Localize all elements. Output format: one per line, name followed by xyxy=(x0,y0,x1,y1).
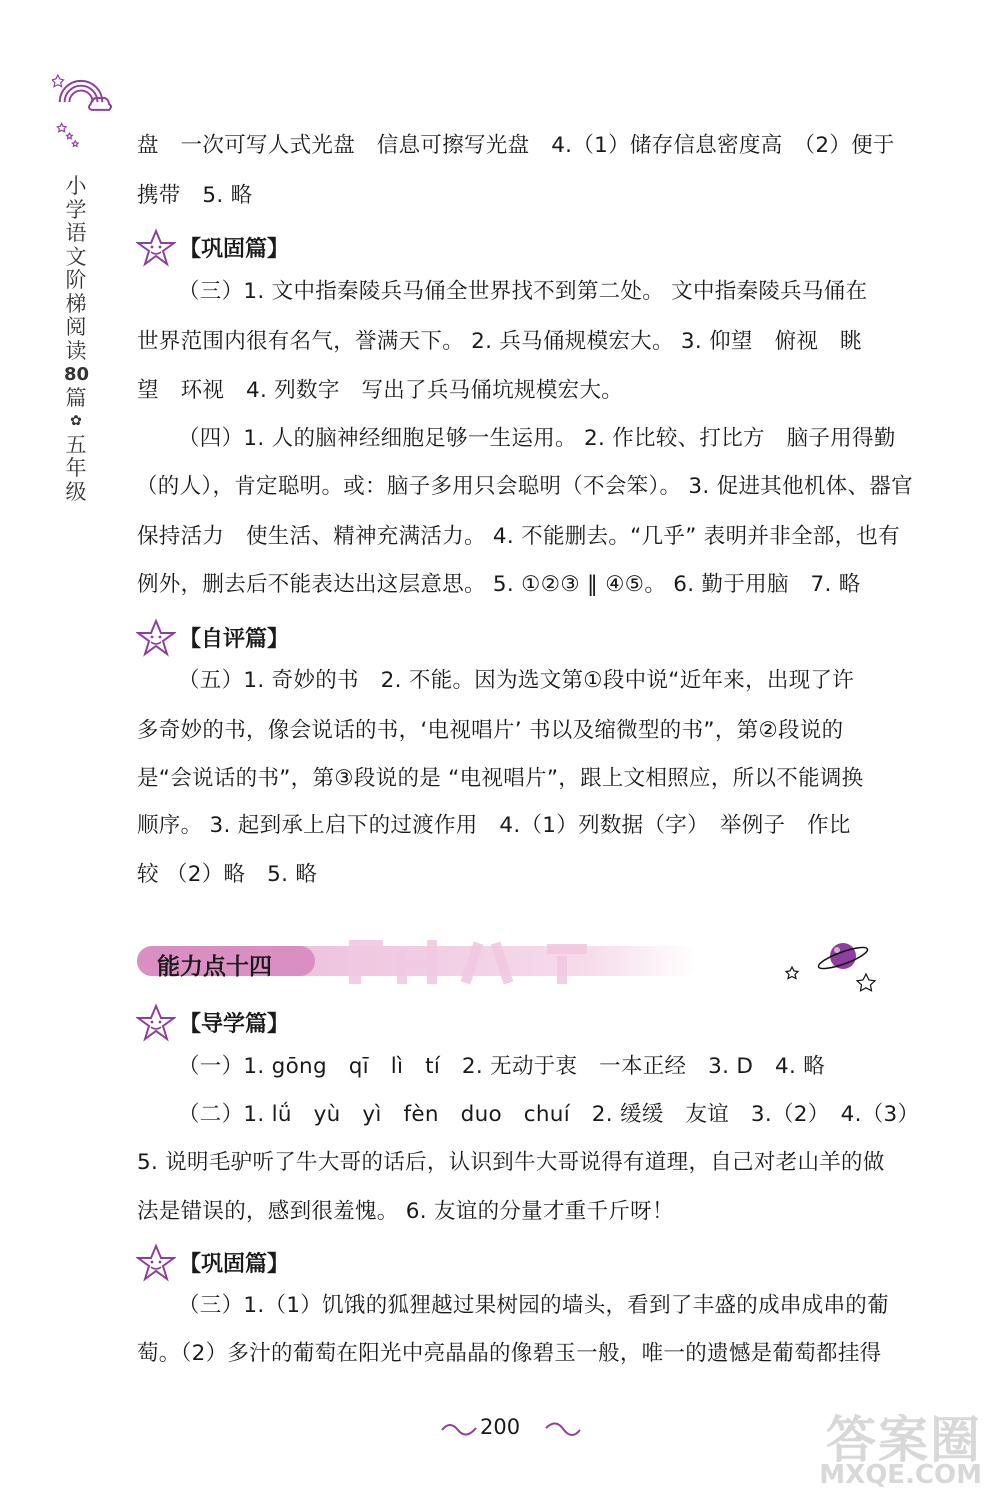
text-line: 多奇妙的书，像会说话的书，‘电视唱片’ 书以及缩微型的书”，第②段说的 xyxy=(137,718,844,743)
vt-char: 级 xyxy=(65,479,87,504)
text-line: （二）1. lǘ yù yì fèn duo chuí 2. 缓缓 友谊 3.（2） 4.（3） xyxy=(178,1102,920,1127)
vt-char: 语 xyxy=(65,221,87,245)
vt-char: 五 xyxy=(65,432,87,457)
vt-char: 文 xyxy=(65,244,87,269)
text-line: 盘 一次可写人式光盘 信息可擦写光盘 4.（1）储存信息密度高 （2）便于 xyxy=(137,133,895,158)
star-smile-icon xyxy=(136,1243,176,1283)
text-line: （一）1. gōng qī lì tí 2. 无动于衷 一本正经 3. D 4. 略 xyxy=(178,1054,826,1079)
text-line: （三）1. 文中指秦陵兵马俑全世界找不到第二处。 文中指秦陵兵马俑在 xyxy=(178,279,868,304)
vt-char: 小 xyxy=(65,174,87,198)
text-line: 是“会说话的书”，第③段说的是 “电视唱片”，跟上文相照应，所以不能调换 xyxy=(137,766,864,791)
vine-left-icon xyxy=(440,1418,480,1438)
vine-right-icon xyxy=(544,1418,584,1438)
vt-char: 阅 xyxy=(65,315,87,339)
vt-char: 学 xyxy=(65,197,87,222)
watermark-text: 答案圈 xyxy=(826,1411,982,1469)
section-banner xyxy=(137,936,897,992)
text-line: 保持活力 使生活、精神充满活力。 4. 不能删去。“几乎” 表明并非全部，也有 xyxy=(137,524,900,549)
vt-char: 阶 xyxy=(65,268,87,292)
page-number: 200 xyxy=(480,1415,521,1439)
series-vertical-title xyxy=(64,175,88,504)
vt-char: 篇 xyxy=(65,385,87,410)
text-line: （五）1. 奇妙的书 2. 不能。因为选文第①段中说“近年来，出现了许 xyxy=(178,668,855,693)
rainbow-cloud-icon xyxy=(52,62,112,152)
text-line: 5. 说明毛驴听了牛大哥的话后，认识到牛大哥说得有道理，自己对老山羊的做 xyxy=(137,1150,885,1175)
heading-label: 【巩固篇】 xyxy=(179,237,290,262)
text-line: 较 （2）略 5. 略 xyxy=(137,862,318,887)
vt-char: 年 xyxy=(65,456,87,480)
banner-title: 能力点十四 xyxy=(157,954,272,980)
text-line: 法是错误的，感到很羞愧。 6. 友谊的分量才重千斤呀！ xyxy=(137,1199,674,1224)
text-line: （四）1. 人的脑神经细胞足够一生运用。 2. 作比较、打比方 脑子用得勤 xyxy=(178,426,896,451)
text-line: 例外，删去后不能表达出这层意思。 5. ①②③ ‖ ④⑤。 6. 勤于用脑 7. 略 xyxy=(137,572,861,597)
watermark-url: MXQE.COM xyxy=(819,1460,982,1490)
vt-char: 80 xyxy=(64,364,90,385)
vt-char: 读 xyxy=(65,338,87,363)
watermark xyxy=(812,1400,982,1492)
heading-label: 【巩固篇】 xyxy=(179,1252,290,1277)
heading-label: 【导学篇】 xyxy=(179,1012,290,1037)
flower-icon: ✿ xyxy=(70,413,82,429)
star-smile-icon xyxy=(136,228,176,268)
star-smile-icon xyxy=(136,1003,176,1043)
text-line: （三）1.（1）饥饿的狐狸越过果树园的墙头，看到了丰盛的成串成串的葡 xyxy=(178,1293,889,1318)
text-line: 顺序。 3. 起到承上启下的过渡作用 4.（1）列数据（字） 举例子 作比 xyxy=(137,813,851,838)
text-line: 携带 5. 略 xyxy=(137,183,253,208)
planet-icon xyxy=(817,943,870,973)
text-line: 世界范围内很有名气，誉满天下。 2. 兵马俑规模宏大。 3. 仰望 俯视 眺 xyxy=(137,329,862,354)
text-line: 萄。（2）多汁的葡萄在阳光中亮晶晶的像碧玉一般，唯一的遗憾是葡萄都挂得 xyxy=(137,1341,882,1366)
text-line: 望 环视 4. 列数字 写出了兵马俑坑规模宏大。 xyxy=(137,378,624,403)
vt-char: 梯 xyxy=(65,291,87,316)
star-smile-icon xyxy=(136,618,176,658)
text-line: （的人），肯定聪明。或：脑子多用只会聪明（不会笨）。 3. 促进其他机体、器官 xyxy=(136,474,913,499)
heading-label: 【自评篇】 xyxy=(179,627,290,652)
